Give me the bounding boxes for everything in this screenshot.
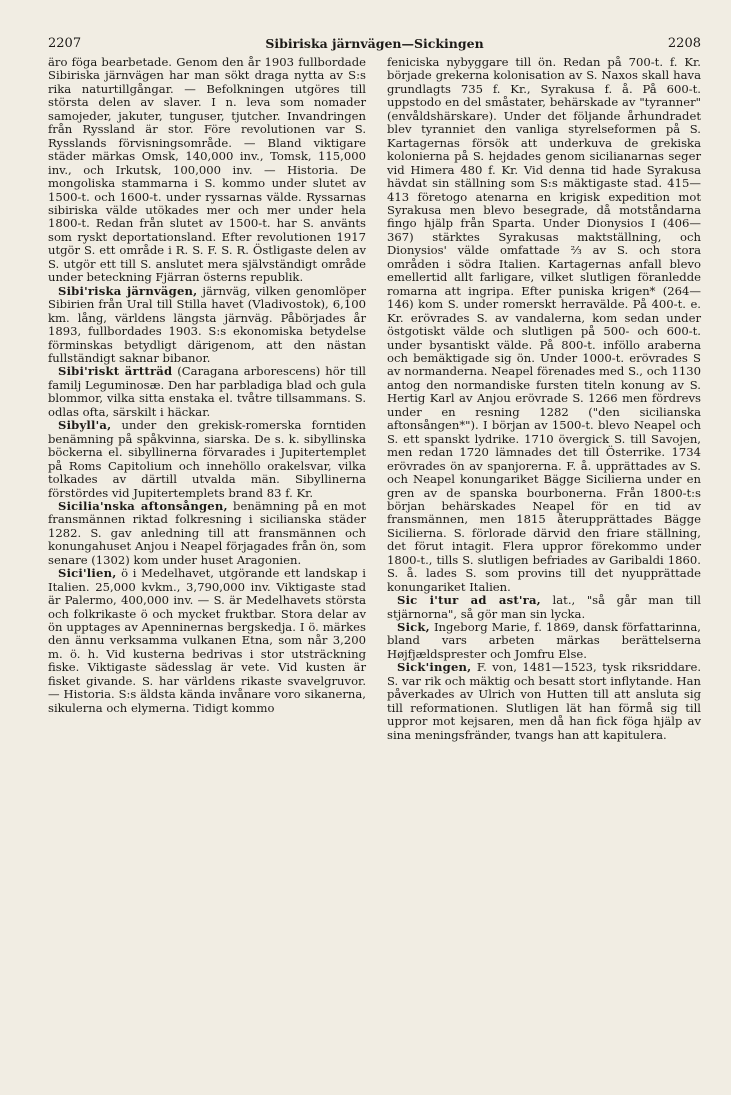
entry: [387, 594, 701, 621]
entry: [387, 621, 701, 661]
entry-text: F. von, 1481—1523, tysk riksriddare. S. var rik och mäktig och besatt stort inflytande. Han påverkades av Ulrich von Hutten till att ansluta sig till reformationen. Slutligen lät han förmå sig till uppror mot kejsaren, men då han fick föga hjälp av sina meningsfränder, tvangs han att kapitulera.: [387, 660, 702, 742]
entry: [48, 365, 366, 419]
entry-text: (Caragana arborescens) hör till familj Leguminosæ. Den har parbladiga blad och gula blommor, vilka sitta enstaka el. tvåtre tillsammans. S. odlas ofta, särskilt i häckar.: [48, 364, 366, 419]
running-title: Sibiriska järnvägen—Sickingen: [265, 36, 484, 51]
entry: [48, 285, 366, 366]
entry: [48, 419, 366, 500]
entry-term: Sibi'riska järnvägen,: [58, 283, 198, 298]
entry: [48, 500, 366, 567]
entry-text: äro föga bearbetade. Genom den år 1903 fullbordade Sibiriska järnvägen har man sökt draga nytta av S:s rika naturtillgångar. — Befolkningen utgöres till största delen av slaver. I n. leva som nomader samojeder, jakuter, tunguser, tjutcher. Invandringen från Ryssland är stor. Före revolutionen var S. Rysslands förvisningsområde. — Bland viktigare städer märkas Omsk, 140,000 inv., Tomsk, 115,000 inv., och Irkutsk, 100,000 inv. — Historia. De mongoliska stammarna i S. kommo under slutet av 1500-t. och 1600-t. under ryssarnas välde. Ryssarnas sibiriska välde utökades mer och mer under hela 1800-t. Redan från slutet av 1500-t. har S. använts som ryskt deportationsland. Efter revolutionen 1917 utgör S. ett område i R. S. F. S. R. Östligaste delen av S. utgör ett till S. anslutet mera självständigt område under beteckning Fjärran österns republik.: [48, 55, 366, 285]
entry-term: Sicilia'nska aftonsången,: [58, 498, 228, 513]
entry-text: under den grekisk-romerska forntiden benämning på spåkvinna, siarska. De s. k. sibyllinska böckerna el. sibyllinerna förvarades i Jupitertemplet på Roms Capitolium och innehöllo orakelsvar, vilka tolkades av därtill utvalda män. Sibyllinerna förstördes vid Jupitertemplets brand 83 f. Kr.: [48, 418, 367, 500]
entry-term: Sibyll'a,: [58, 418, 112, 433]
left-column: [48, 56, 366, 715]
right-column: [387, 56, 701, 742]
entry-term: Sibi'riskt ärtträd: [58, 364, 173, 379]
entry-term: Sick,: [397, 620, 430, 635]
entry-term: Sic i'tur ad ast'ra,: [397, 593, 541, 608]
entry-text: benämning på en mot fransmännen riktad folkresning i sicilianska städer 1282. S. gav anledning till att fransmännen och konungahuset Anjou i Neapel förjagades från ön, som senare (1302) kom under huset Aragonien.: [48, 498, 367, 567]
page-header: [48, 26, 701, 50]
entry-text: lat., "så går man till stjärnorna", så gör man sin lycka.: [387, 593, 701, 621]
entry-text: feniciska nybyggare till ön. Redan på 700-t. f. Kr. började grekerna kolonisation av S. Naxos skall hava grundlagts 735 f. Kr., Syrakusa f. å. På 600-t. uppstodo en del småstater, behärskade av "tyranner" (envåldshärskare). Under det följande århundradet blev tyranniet den vanliga styrelseformen på S. Kartagernas försök att underkuva de grekiska kolonierna på S. hejdades genom sicilianarnas seger vid Himera 480 f. Kr. Vid denna tid hade Syrakusa hävdat sin ställning som S:s mäktigaste stad. 415—413 företogo atenarna en krigisk expedition mot Syrakusa men blevo besegrade, då motståndarna fingo hjälp från Sparta. Under Dionysios I (406—367) stärktes Syrakusas maktställning, och Dionysios' välde omfattade ⅔ av S. och stora områden i södra Italien. Kartagernas anfall blevo emellertid allt farligare, vilket slutligen föranledde romarna att ingripa. Efter puniska krigen* (264—146) kom S. under romerskt herravälde. På 400-t. e. Kr. erövrades S. av vandalerna, kom sedan under östgotiskt välde och slutligen på 500- och 600-t. under bysantiskt välde. På 800-t. inföllo araberna och bemäktigade sig ön. Under 1000-t. erövrades S av normanderna. Neapel förenades med S., och 1130 antog den normandiske fursten titeln konung av S. Hertig Karl av Anjou erövrade S. 1266 men fördrevs under en resning 1282 ("den sicilianska aftonsången*"). I början av 1500-t. blevo Neapel och S. ett spanskt lydrike. 1710 övergick S. till Savojen, men redan 1720 lämnades det till Österrike. 1734 erövrades ön av spanjorerna. F. å. upprättades av S. och Neapel konungariket Bägge Sicilierna under en gren av de spanska bourbonerna. Från 1800-t:s början behärskades Neapel för en tid av fransmännen, men 1815 återupprättades Bägge Sicilierna. S. förlorade därvid den friare ställning, det förut intagit. Flera uppror förekommo under 1800-t., tills S. slutligen befriades av Garibaldi 1860. S. å. lades S. som provins till det nyupprättade konungariket Italien.: [387, 55, 701, 594]
entry-term: Sick'ingen,: [397, 660, 472, 675]
page-number-left: 2207: [48, 36, 82, 51]
entry: [48, 567, 366, 715]
entry-continuation: [48, 56, 366, 285]
entry-text: ö i Medelhavet, utgörande ett landskap i Italien. 25,000 kvkm., 3,790,000 inv. Viktigaste stad är Palermo, 400,000 inv. — S. är Medelhavets största och folkrikaste ö och mycket fruktbar. Stora delar av ön upptages av Apenninernas bergskedja. I ö. märkes den ännu verksamma vulkanen Etna, som når 3,200 m. ö. h. Vid kusterna bedrivas i stor utsträckning fiske. Viktigaste sädesslag är vete. Vid kusten är fisket givande. S. har världens rikaste svavelgruvor. — Historia. S:s äldsta kända invånare voro sikanerna, sikulerna och elymerna. Tidigt kommo: [48, 566, 367, 715]
entry: [387, 661, 701, 742]
entry-term: Sici'lien,: [58, 566, 117, 581]
page-number-right: 2208: [667, 36, 701, 51]
entry-continuation: [387, 56, 701, 594]
text-columns: [48, 56, 701, 1079]
entry-text: Ingeborg Marie, f. 1869, dansk författarinna, bland vars arbeten märkas berättelserna Højfjældsprester och Jomfru Else.: [387, 620, 701, 661]
entry-text: järnväg, vilken genomlöper Sibirien från Ural till Stilla havet (Vladivostok), 6,100 km. lång, världens längsta järnväg. Påbörjades år 1893, fullbordades 1903. S:s ekonomiska betydelse förminskas betydligt därigenom, att den nästan fullständigt saknar bibanor.: [48, 283, 366, 365]
